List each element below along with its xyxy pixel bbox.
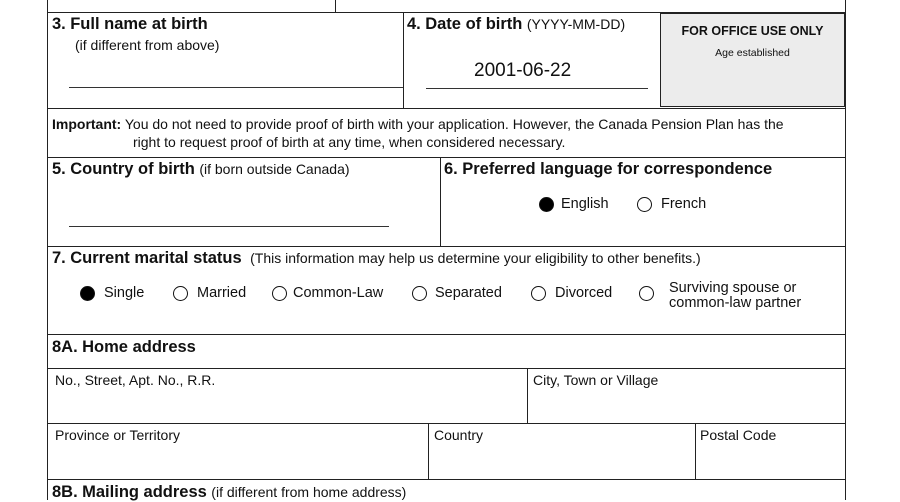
section-7-heading xyxy=(52,249,701,268)
important-line-2: right to request proof of birth at any time, when considered necessary. xyxy=(133,134,566,150)
postal-code-label: Postal Code xyxy=(700,427,777,443)
section-8a-title: Home address xyxy=(82,338,196,356)
section-3-title: Full name at birth xyxy=(70,15,208,33)
row-divider-3 xyxy=(47,246,845,247)
section-6-title: Preferred language for correspondence xyxy=(462,160,773,178)
country-label: Country xyxy=(434,427,484,443)
radio-single[interactable] xyxy=(80,286,95,301)
postal-code-field[interactable] xyxy=(696,424,844,478)
section-4-heading xyxy=(407,15,625,34)
date-of-birth-field[interactable] xyxy=(426,88,648,89)
section-5-number: 5. xyxy=(52,160,66,178)
section-4-number: 4. xyxy=(407,15,421,33)
radio-surviving-spouse-label-2: common-law partner xyxy=(669,295,802,311)
radio-surviving-spouse-label-1: Surviving spouse or xyxy=(669,280,797,296)
section-6-number: 6. xyxy=(444,160,458,178)
section-3-number: 3. xyxy=(52,15,66,33)
section-3-hint: (if different from above) xyxy=(75,37,220,53)
office-use-subheading: Age established xyxy=(715,47,790,59)
row-divider-7 xyxy=(47,479,845,480)
radio-married[interactable] xyxy=(173,286,188,301)
radio-separated-label: Separated xyxy=(435,285,502,301)
radio-surviving-spouse[interactable] xyxy=(639,286,654,301)
divider-5-6 xyxy=(440,157,441,246)
section-8b-hint: (if different from home address) xyxy=(211,484,407,500)
section-8a-number: 8A. xyxy=(52,338,78,356)
radio-married-label: Married xyxy=(197,285,247,301)
section-3-heading xyxy=(52,15,208,34)
radio-english[interactable] xyxy=(539,197,554,212)
right-border xyxy=(845,0,846,500)
country-of-birth-field[interactable] xyxy=(69,226,389,227)
row-divider-1 xyxy=(47,108,845,109)
province-field[interactable] xyxy=(48,424,427,478)
radio-divorced-label: Divorced xyxy=(555,285,613,301)
full-name-at-birth-field[interactable] xyxy=(69,87,403,88)
radio-single-label: Single xyxy=(104,285,145,301)
office-use-heading: FOR OFFICE USE ONLY xyxy=(681,24,824,38)
radio-french[interactable] xyxy=(637,197,652,212)
radio-divorced[interactable] xyxy=(531,286,546,301)
section-8b-heading xyxy=(52,483,406,502)
divider-3-4 xyxy=(403,12,404,108)
radio-common-law[interactable] xyxy=(272,286,287,301)
section-5-heading xyxy=(52,160,350,179)
country-field[interactable] xyxy=(429,424,694,478)
section-6-heading xyxy=(444,160,772,179)
city-field[interactable] xyxy=(528,369,844,422)
section-4-format: (YYYY-MM-DD) xyxy=(526,16,626,32)
street-label: No., Street, Apt. No., R.R. xyxy=(55,372,216,388)
section-5-hint: (if born outside Canada) xyxy=(199,161,350,177)
row-divider-2 xyxy=(47,157,845,158)
section-4-title: Date of birth xyxy=(425,15,523,33)
radio-common-law-label: Common-Law xyxy=(293,285,384,301)
section-7-hint: (This information may help us determine your eligibility to other benefits.) xyxy=(250,250,701,266)
important-note xyxy=(52,116,784,132)
section-7-number: 7. xyxy=(52,249,66,267)
office-use-box xyxy=(660,13,845,107)
city-label: City, Town or Village xyxy=(533,372,659,388)
section-8b-number: 8B. xyxy=(52,483,78,501)
section-8b-title: Mailing address xyxy=(82,483,207,501)
top-stub-divider xyxy=(335,0,336,12)
date-of-birth-value[interactable]: 2001-06-22 xyxy=(474,60,572,81)
radio-separated[interactable] xyxy=(412,286,427,301)
important-line-1: You do not need to provide proof of birth with your application. However, the Canada Pension Plan has the xyxy=(124,116,784,132)
radio-french-label: French xyxy=(661,196,707,212)
section-5-title: Country of birth xyxy=(70,160,195,178)
row-divider-4 xyxy=(47,334,845,335)
important-label: Important: xyxy=(52,116,122,132)
street-field[interactable] xyxy=(48,369,526,422)
section-7-title: Current marital status xyxy=(70,249,242,267)
province-label: Province or Territory xyxy=(55,427,181,443)
radio-english-label: English xyxy=(561,196,609,212)
section-8a-heading xyxy=(52,338,196,357)
